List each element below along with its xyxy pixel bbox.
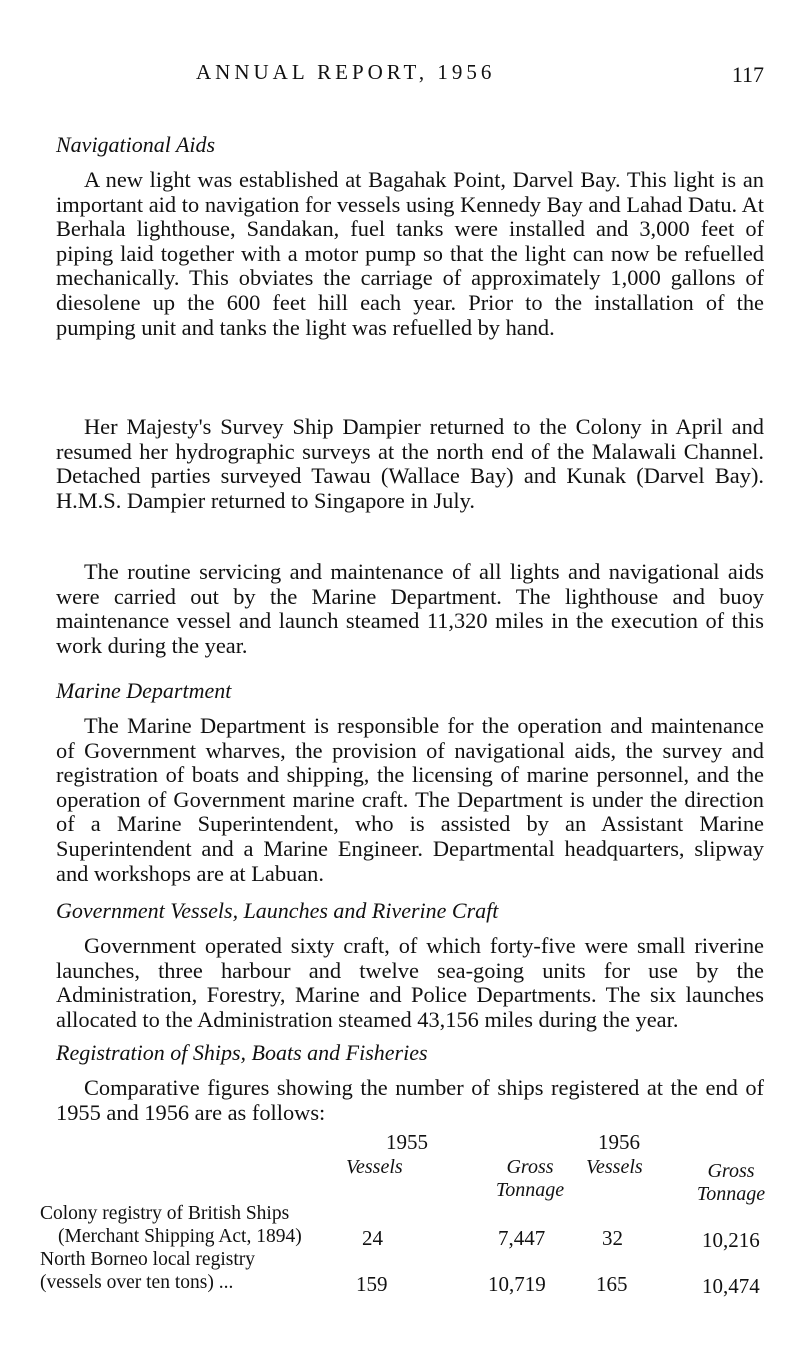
row-label-line: North Borneo local registry — [40, 1249, 255, 1270]
paragraph-government-vessels: Government operated sixty craft, of which forty-five were small riverine launches, three harbour and twelve sea-going units for use by the Administration, Forestry, Marine and Police Departments. The six launches allocated to the Administration steamed 43,156 miles during the year. — [56, 933, 764, 1032]
paragraph-survey-ship-dampier: Her Majesty's Survey Ship Dampier returned to the Colony in April and resumed her hydrographic surveys at the north end of the Malawali Channel. Detached parties surveyed Tawau (Wallace Bay) and Kunak (Darvel Bay). H.M.S. Dampier returned to Singapore in July. — [56, 414, 764, 513]
section-heading-government-vessels: Government Vessels, Launches and Riverine Craft — [56, 898, 499, 923]
column-header-gross-tonnage-1955: Gross Tonnage — [495, 1156, 565, 1201]
section-heading-registration: Registration of Ships, Boats and Fisheries — [56, 1040, 428, 1065]
year-header-1955: 1955 — [386, 1130, 428, 1154]
table-cell: 32 — [602, 1226, 623, 1250]
year-header-1956: 1956 — [598, 1130, 640, 1154]
row-label-line: (Merchant Shipping Act, 1894) — [58, 1226, 302, 1247]
report-title: ANNUAL REPORT, 1956 — [196, 60, 496, 84]
section-heading-navigational-aids: Navigational Aids — [56, 132, 216, 157]
table-cell: 165 — [596, 1272, 628, 1296]
table-cell: 159 — [356, 1272, 388, 1296]
table-cell: 10,474 — [702, 1274, 760, 1298]
paragraph-lights-maintenance: The routine servicing and maintenance of all lights and navigational aids were carried out by the Marine Department. The lighthouse and buoy maintenance vessel and launch steamed 11,320 miles in the execution of this work during the year. — [56, 559, 764, 658]
column-header-vessels-1955: Vessels — [346, 1156, 403, 1178]
registration-table — [40, 1130, 766, 1360]
table-cell: 24 — [362, 1226, 383, 1250]
table-row-label — [40, 1248, 255, 1294]
row-label-line: (vessels over ten tons) ... — [40, 1272, 234, 1293]
table-row-label — [40, 1202, 302, 1248]
table-cell: 7,447 — [498, 1226, 546, 1250]
paragraph-registration-intro: Comparative figures showing the number of ships registered at the end of 1955 and 1956 are as follows: — [56, 1075, 764, 1125]
section-heading-marine-department: Marine Department — [56, 678, 232, 703]
row-label-line: Colony registry of British Ships — [40, 1203, 290, 1224]
table-cell: 10,719 — [488, 1272, 546, 1296]
column-header-vessels-1956: Vessels — [586, 1156, 643, 1178]
column-header-gross-tonnage-1956: Gross Tonnage — [696, 1160, 766, 1205]
paragraph-bagahak-light: A new light was established at Bagahak Point, Darvel Bay. This light is an important aid to navigation for vessels using Kennedy Bay and Lahad Datu. At Berhala lighthouse, Sandakan, fuel tanks were installed and 3,000 feet of piping laid together with a motor pump so that the light can now be refuelled mechanically. This obviates the carriage of approximately 1,000 gallons of diesolene up the 600 feet hill each year. Prior to the installation of the pumping unit and tanks the light was refuelled by hand. — [56, 167, 764, 340]
table-cell: 10,216 — [702, 1228, 760, 1252]
paragraph-marine-department: The Marine Department is responsible for the operation and maintenance of Government wharves, the provision of navigational aids, the survey and registration of boats and shipping, the licensing of marine personnel, and the operation of Government marine craft. The Department is under the direction of a Marine Superintendent, who is assisted by an Assistant Marine Superintendent and a Marine Engineer. Departmental headquarters, slipway and workshops are at Labuan. — [56, 713, 764, 886]
running-header — [56, 60, 764, 100]
page-number: 117 — [731, 62, 764, 87]
